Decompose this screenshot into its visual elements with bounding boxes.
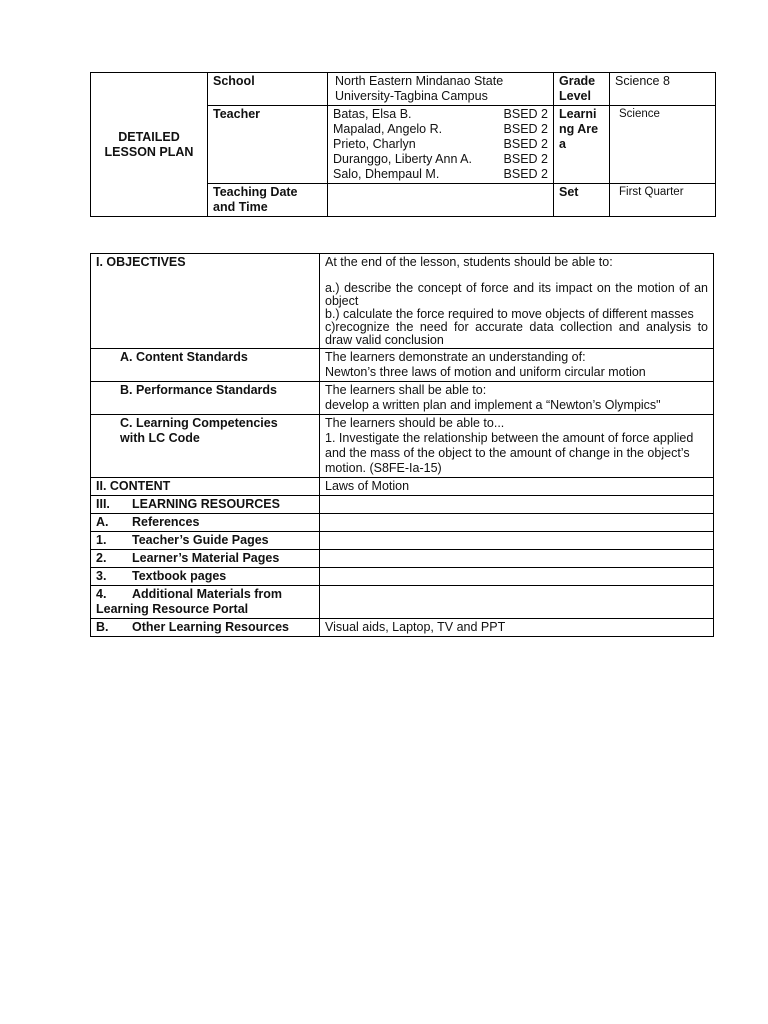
teachers-guide-label: 1. Teacher’s Guide Pages bbox=[91, 532, 320, 550]
teaching-date-value bbox=[328, 184, 554, 217]
objective-item: a.) describe the concept of force and its impact on the motion of an object bbox=[325, 281, 708, 308]
objective-item: b.) calculate the force required to move objects of different masses bbox=[325, 307, 694, 321]
learning-resources-label: III. LEARNING RESOURCES bbox=[91, 496, 320, 514]
learners-material-label: 2. Learner’s Material Pages bbox=[91, 550, 320, 568]
set-label: Set bbox=[554, 184, 610, 217]
learners-material-value bbox=[320, 550, 714, 568]
content-standards-value: The learners demonstrate an understanding of: Newton’s three laws of motion and uniform circular motion bbox=[320, 349, 714, 382]
plan-title: DETAILED LESSON PLAN bbox=[91, 73, 208, 217]
additional-materials-value bbox=[320, 586, 714, 619]
set-value: First Quarter bbox=[610, 184, 716, 217]
objective-item: c)recognize the need for accurate data collection and analysis to draw valid conclusion bbox=[325, 320, 708, 347]
performance-standards-value: The learners shall be able to: develop a written plan and implement a “Newton’s Olympics" bbox=[320, 382, 714, 415]
school-value: North Eastern Mindanao State University-Tagbina Campus bbox=[328, 73, 554, 106]
learning-competencies-label: C. Learning Competencies with LC Code bbox=[91, 415, 320, 478]
grade-level-label: Grade Level bbox=[554, 73, 610, 106]
objectives-label: I. OBJECTIVES bbox=[91, 254, 320, 349]
school-label: School bbox=[208, 73, 328, 106]
teacher-row: Batas, Elsa B. BSED 2 bbox=[333, 107, 548, 121]
content-value: Laws of Motion bbox=[320, 478, 714, 496]
learning-area-value: Science bbox=[610, 106, 716, 184]
teacher-row: Salo, Dhempaul M. BSED 2 bbox=[333, 167, 548, 181]
teacher-row: Mapalad, Angelo R. BSED 2 bbox=[333, 122, 548, 136]
references-label: A. References bbox=[91, 514, 320, 532]
content-standards-label: A. Content Standards bbox=[91, 349, 320, 382]
textbook-pages-value bbox=[320, 568, 714, 586]
teacher-row: Prieto, Charlyn BSED 2 bbox=[333, 137, 548, 151]
textbook-pages-label: 3. Textbook pages bbox=[91, 568, 320, 586]
references-value bbox=[320, 514, 714, 532]
grade-level-value: Science 8 bbox=[610, 73, 716, 106]
objectives-intro: At the end of the lesson, students should be able to: bbox=[325, 255, 613, 269]
teacher-list bbox=[328, 106, 554, 184]
other-resources-value: Visual aids, Laptop, TV and PPT bbox=[320, 619, 714, 637]
teacher-label: Teacher bbox=[208, 106, 328, 184]
learning-resources-value bbox=[320, 496, 714, 514]
objectives-cell bbox=[320, 254, 714, 349]
teacher-row: Duranggo, Liberty Ann A. BSED 2 bbox=[333, 152, 548, 166]
objectives-table bbox=[90, 253, 714, 637]
additional-materials-label: 4. Additional Materials from Learning Resource Portal bbox=[91, 586, 320, 619]
learning-area-label: Learning Area bbox=[554, 106, 610, 184]
teachers-guide-value bbox=[320, 532, 714, 550]
content-label: II. CONTENT bbox=[91, 478, 320, 496]
performance-standards-label: B. Performance Standards bbox=[91, 382, 320, 415]
teaching-date-label: Teaching Date and Time bbox=[208, 184, 328, 217]
learning-competencies-value: The learners should be able to... 1. Investigate the relationship between the amount of force applied and the mass of the object to the amount of change in the object’s motion. (S8FE-Ia-15) bbox=[320, 415, 714, 478]
other-resources-label: B. Other Learning Resources bbox=[91, 619, 320, 637]
lesson-plan-header-table bbox=[90, 72, 716, 217]
